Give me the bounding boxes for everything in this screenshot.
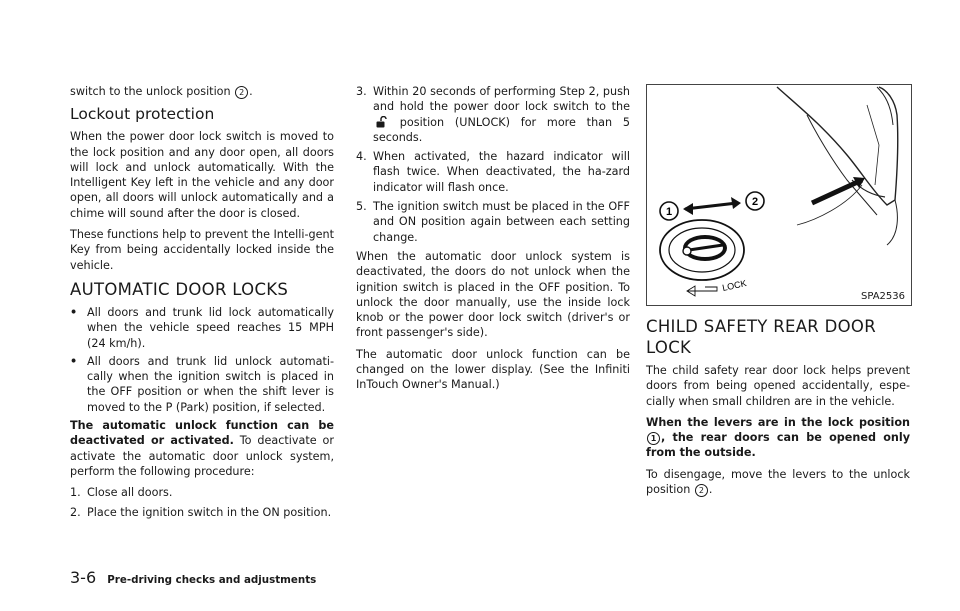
child-lock-figure [646,84,912,306]
svg-text:1: 1 [665,206,673,218]
column-left [70,84,334,524]
svg-text:2: 2 [751,196,759,208]
bullet-item: • All doors and trunk lid lock automatically when the vehicle speed reaches 15 MPH (24 km/h). [70,305,334,351]
circled-number-1: 1 [647,432,660,445]
step-item: 2. Place the ignition switch in the ON position. [70,505,332,519]
step-item: 3. Within 20 seconds of performing Step 2, push and hold the power door lock switch to the position (UNLOCK) for more than 5 seconds. [356,85,631,144]
page-footer [70,568,316,587]
section-title: Pre-driving checks and adjustments [107,574,317,586]
intro-text: switch to the unlock position [70,85,231,98]
deactivation-paragraph: When the automatic door unlock system is deactivated, the doors do not unlock when the ignition switch is placed in the OFF position. To unlock the door manually, use the inside lock knob or the power door lock switch (driver's or front passenger's side). [356,249,630,340]
step-item: 1. Close all doors. [70,486,173,500]
procedure-steps [70,485,334,520]
label-1 [660,202,678,220]
heading-automatic-door-locks: AUTOMATIC DOOR LOCKS [70,279,289,299]
heading-child-safety-rear-door-lock: CHILD SAFETY REAR DOOR LOCK [646,317,876,357]
circled-number-2: 2 [695,484,708,497]
unlock-icon [375,116,387,128]
bullet-list [70,305,334,415]
child-lock-paragraph-1: The child safety rear door lock helps prevent doors from being opened accidentally, espe-cially when small children are in the vehicle. [646,364,910,408]
lock-label: LOCK [721,278,748,293]
lockout-paragraph-2: These functions help to prevent the Intelli-gent Key from being accidentally locked inside the vehicle. [70,228,334,272]
intro-paragraph: switch to the unlock position 2 . [70,85,253,98]
procedure-steps-continued [356,84,630,245]
auto-unlock-paragraph: The automatic unlock function can be deactivated or activated. To deactivate or activate the automatic door unlock system, perform the following procedure: [70,419,335,478]
figure-caption: SPA2536 [860,291,905,302]
child-lock-illustration [647,85,911,305]
column-middle [356,84,630,399]
child-lock-paragraph-3: To disengage, move the levers to the unlock position 2 . [646,467,910,497]
column-right [646,84,910,503]
lockout-paragraph-1: When the power door lock switch is moved to the lock position and any door open, all doors will lock and unlock automatically. With the Intelligent Key left in the vehicle and any door open, all doors will unlock automatically and a chime will sound after the door is closed. [70,130,334,220]
step-item: 4. When activated, the hazard indicator will flash twice. When deactivated, the ha-zard indicator will flash once. [356,150,630,194]
bold-statement: The automatic unlock function can be deactivated or activated. [70,419,334,448]
step-item: 5. The ignition switch must be placed in the OFF and ON position again between each setting change. [356,200,630,244]
bullet-item: • All doors and trunk lid unlock automati-cally when the ignition switch is placed in the OFF position or when the shift lever is moved to the P (Park) position, if selected. [70,354,334,415]
label-2 [746,192,764,210]
display-paragraph: The automatic door unlock function can be changed on the lower display. (See the Infiniti InTouch Owner's Manual.) [356,347,630,392]
page-number: 3-6 [70,568,97,587]
heading-lockout-protection: Lockout protection [70,105,215,124]
child-lock-bold-paragraph: When the levers are in the lock position 1 , the rear doors can be opened only from the outside. [646,415,910,460]
circled-number-2: 2 [235,86,248,99]
